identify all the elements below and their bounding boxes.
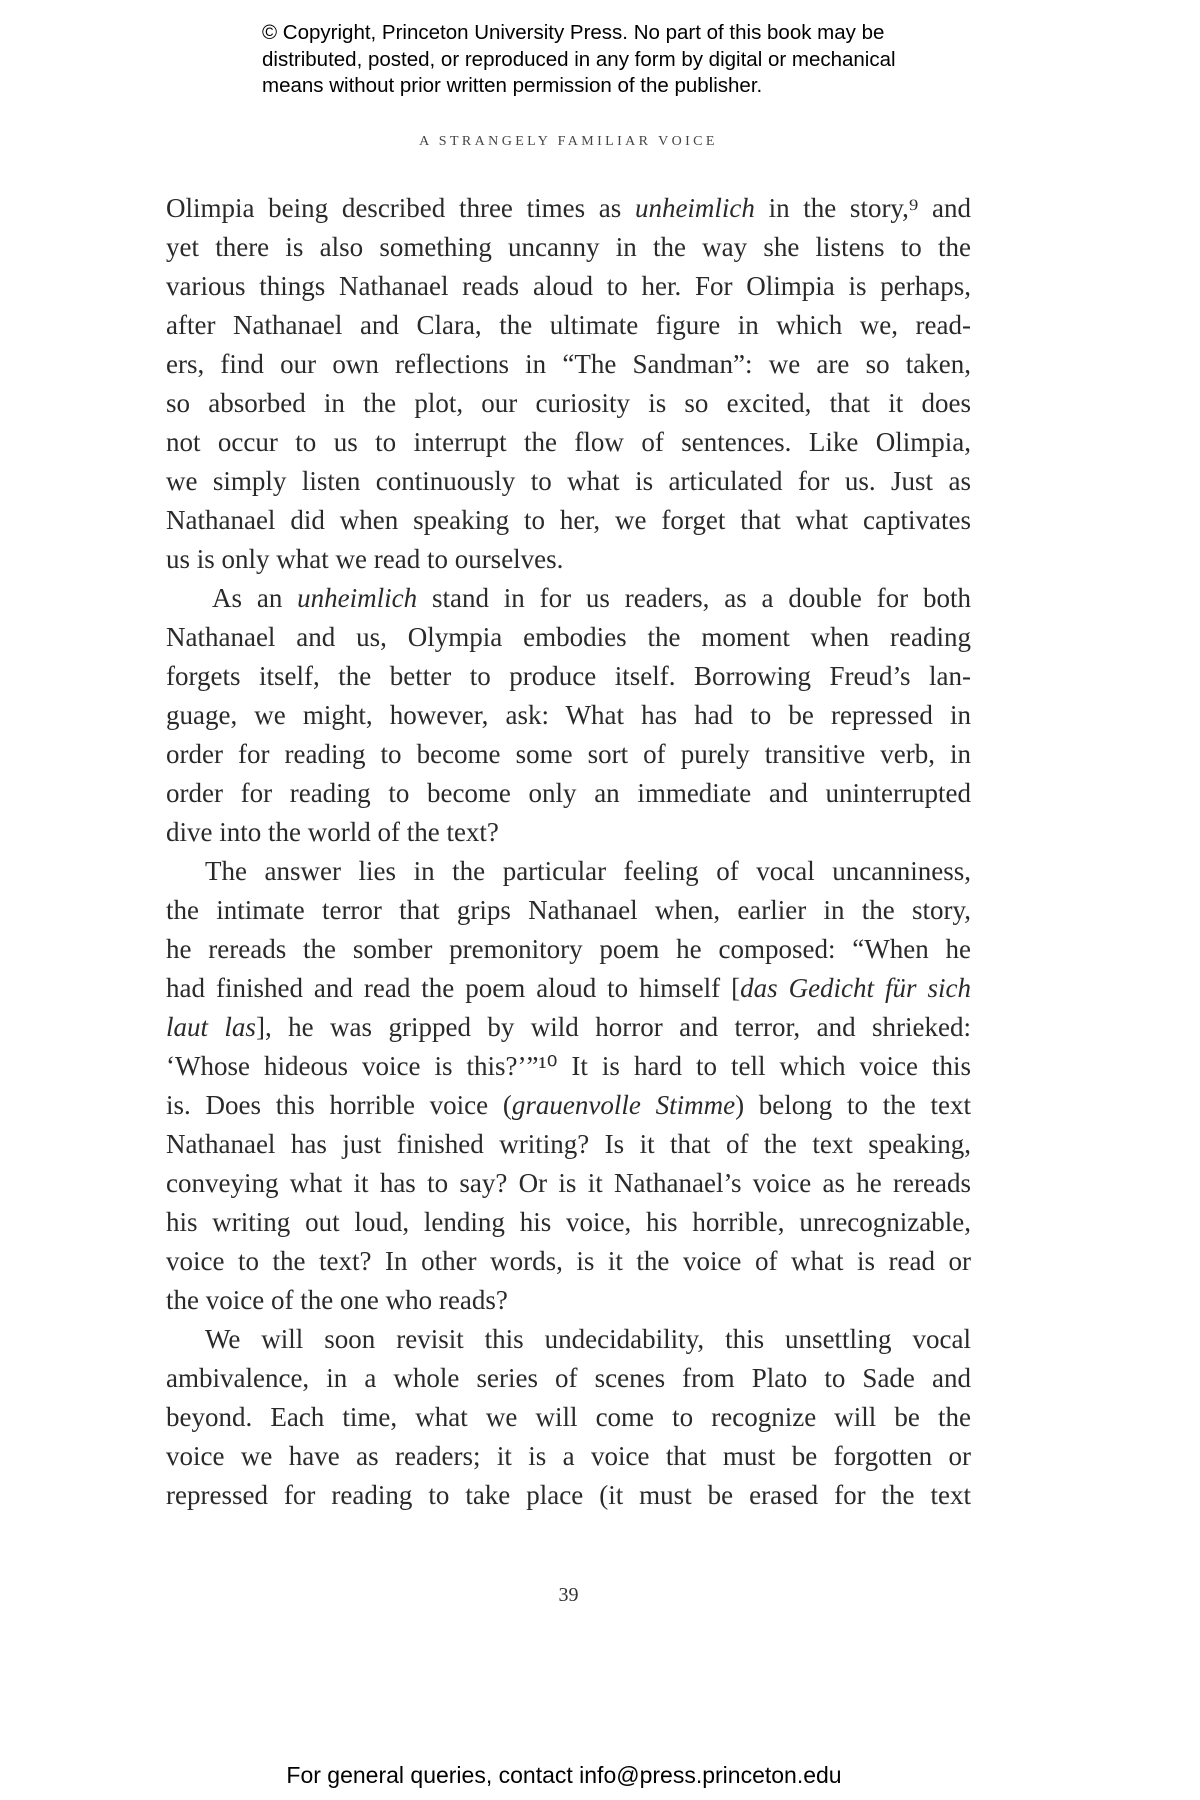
copyright-line: © Copyright, Princeton University Press. No part of this book may be (262, 21, 885, 44)
text-line: We will soon revisit this undecidability, this unsettling vocal (205, 1324, 971, 1354)
text-line: laut las], he was gripped by wild horror and terror, and shrieked: (166, 1012, 972, 1042)
text-line: the voice of the one who reads? (166, 1285, 508, 1315)
copyright-notice (262, 20, 1022, 100)
text-line: ‘Whose hideous voice is this?’”¹⁰ It is hard to tell which voice this (166, 1051, 971, 1081)
footer-contact (0, 1762, 1200, 1789)
body-text (166, 189, 971, 1515)
footer-text: For general queries, contact info@press.princeton.edu (286, 1762, 842, 1788)
text-line: order for reading to become some sort of purely transitive verb, in (166, 739, 971, 769)
text-line: dive into the world of the text? (166, 817, 499, 847)
text-line: voice we have as readers; it is a voice that must be forgotten or (166, 1441, 971, 1471)
text-line: Olimpia being described three times as unheimlich in the story,⁹ and (166, 193, 972, 223)
text-line: voice to the text? In other words, is it the voice of what is read or (166, 1246, 971, 1276)
text-line: us is only what we read to ourselves. (166, 544, 564, 574)
text-line: is. Does this horrible voice (grauenvolle Stimme) belong to the text (166, 1090, 971, 1120)
copyright-line: distributed, posted, or reproduced in any form by digital or mechanical (262, 47, 896, 71)
page-number: 39 (558, 1584, 579, 1606)
text-line: conveying what it has to say? Or is it Nathanael’s voice as he rereads (166, 1168, 971, 1198)
text-line: we simply listen continuously to what is articulated for us. Just as (166, 466, 971, 496)
text-line: not occur to us to interrupt the flow of sentences. Like Olimpia, (166, 427, 971, 457)
text-line: Nathanael did when speaking to her, we forget that what captivates (166, 505, 971, 535)
text-line: so absorbed in the plot, our curiosity is so excited, that it does (166, 388, 971, 418)
text-line: yet there is also something uncanny in the way she listens to the (166, 232, 971, 262)
text-line: had finished and read the poem aloud to himself [das Gedicht für sich (166, 973, 971, 1003)
running-head: A STRANGELY FAMILIAR VOICE (419, 134, 718, 149)
text-line: various things Nathanael reads aloud to her. For Olimpia is perhaps, (166, 271, 971, 301)
copyright-line: means without prior written permission of the publisher. (262, 74, 763, 97)
text-line: Nathanael and us, Olympia embodies the moment when reading (166, 622, 971, 652)
text-line: repressed for reading to take place (it must be erased for the text (166, 1480, 971, 1510)
text-line: the intimate terror that grips Nathanael when, earlier in the story, (166, 895, 971, 925)
text-line: he rereads the somber premonitory poem he composed: “When he (166, 934, 971, 964)
text-line: order for reading to become only an immediate and uninterrupted (166, 778, 971, 808)
text-line: beyond. Each time, what we will come to recognize will be the (166, 1402, 971, 1432)
text-line: ers, find our own reflections in “The Sandman”: we are so taken, (166, 349, 971, 379)
text-line: his writing out loud, lending his voice, his horrible, unrecognizable, (166, 1207, 971, 1237)
text-line: guage, we might, however, ask: What has had to be repressed in (166, 700, 971, 730)
text-line: Nathanael has just finished writing? Is it that of the text speaking, (166, 1129, 971, 1159)
text-line: As an unheimlich stand in for us readers, as a double for both (212, 583, 971, 613)
text-line: ambivalence, in a whole series of scenes from Plato to Sade and (166, 1363, 971, 1393)
text-line: forgets itself, the better to produce itself. Borrowing Freud’s lan- (166, 661, 971, 691)
text-line: after Nathanael and Clara, the ultimate figure in which we, read- (166, 310, 971, 340)
text-line: The answer lies in the particular feeling of vocal uncanniness, (205, 856, 971, 886)
